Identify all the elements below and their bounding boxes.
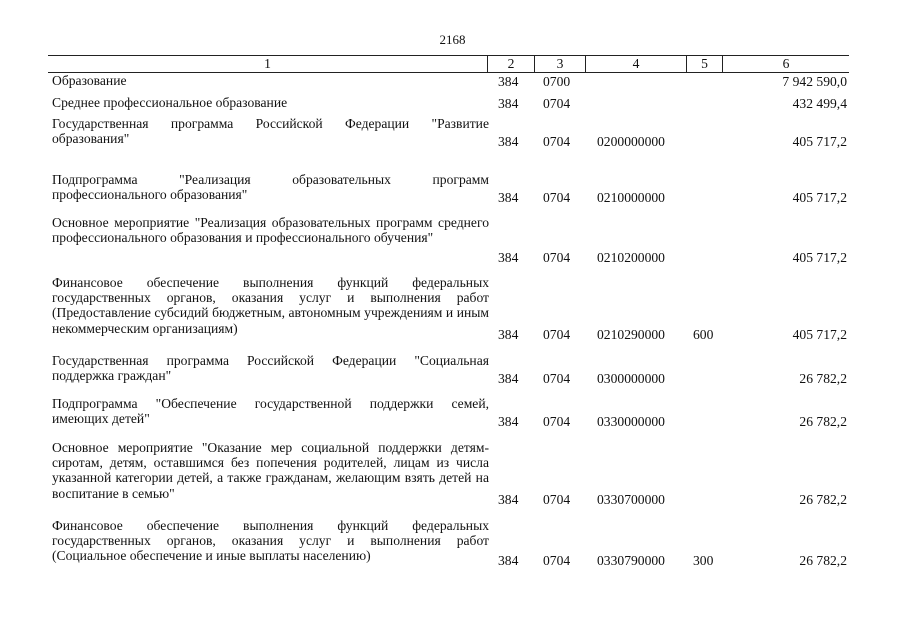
row-name: Государственная программа Российской Федерации "Социальная поддержка граждан" [52,353,489,384]
row-code-2: 384 [498,326,519,342]
row-code-5: 600 [693,326,714,342]
row-name: Финансовое обеспечение выполнения функций федеральных государственных органов, оказания услуг и выполнения работ (Социальное обеспечение и иные выплаты населению) [52,518,489,564]
header-col-3: 3 [556,56,564,71]
header-col-6: 6 [782,56,790,71]
row-amount: 26 782,2 [799,370,847,386]
row-code-3: 0704 [543,413,571,429]
row-code-4: 0330000000 [597,413,665,429]
header-col-2: 2 [507,56,515,71]
row-code-2: 384 [498,73,519,89]
row-code-4: 0210000000 [597,189,665,205]
table-row [0,95,905,111]
row-code-4: 0300000000 [597,370,665,386]
row-code-2: 384 [498,189,519,205]
table-row [0,73,905,89]
row-code-3: 0704 [543,249,571,265]
table-row [0,353,905,386]
row-code-4: 0330700000 [597,491,665,507]
row-code-4: 0200000000 [597,133,665,149]
row-code-4: 0210200000 [597,249,665,265]
page-number: 2168 [439,32,466,47]
row-name: Среднее профессиональное образование [52,95,288,110]
row-name: Государственная программа Российской Федерации "Развитие образования" [52,116,489,147]
row-code-3: 0704 [543,133,571,149]
row-code-3: 0704 [543,326,571,342]
row-code-2: 384 [498,133,519,149]
row-amount: 26 782,2 [799,413,847,429]
row-code-2: 384 [498,370,519,386]
row-code-3: 0704 [543,189,571,205]
table-row [0,116,905,149]
table-row [0,172,905,205]
row-amount: 405 717,2 [792,249,847,265]
row-amount: 26 782,2 [799,552,847,568]
row-name: Образование [52,73,127,88]
header-col-4: 4 [632,56,640,71]
row-code-3: 0704 [543,491,571,507]
row-code-5: 300 [693,552,714,568]
row-amount: 432 499,4 [792,95,847,111]
header-col-1: 1 [264,56,271,71]
row-name: Подпрограмма "Обеспечение государственной поддержки семей, имеющих детей" [52,396,489,427]
row-amount: 405 717,2 [792,326,847,342]
row-name: Финансовое обеспечение выполнения функций федеральных государственных органов, оказания услуг и выполнения работ (Предоставление субсидий бюджетным, автономным учреждениям и иным некоммерческим организациям) [52,275,489,336]
row-amount: 7 942 590,0 [782,73,847,89]
row-code-3: 0704 [543,552,571,568]
table-row [0,440,905,507]
table-row [0,275,905,342]
row-code-3: 0704 [543,95,571,111]
table-row [0,396,905,429]
table-row [0,215,905,265]
row-name: Основное мероприятие "Оказание мер социальной поддержки детям-сиротам, детям, оставшимся без попечения родителей, лицам из числа указанной категории детей, а также гражданам, желающим взять детей на воспитание в семью" [52,440,489,501]
row-code-2: 384 [498,249,519,265]
row-code-4: 0210290000 [597,326,665,342]
table-header [48,55,849,73]
row-code-3: 0704 [543,370,571,386]
row-name: Основное мероприятие "Реализация образовательных программ среднего профессионального образования и профессионального обучения" [52,215,489,246]
row-code-3: 0700 [543,73,571,89]
row-amount: 26 782,2 [799,491,847,507]
row-name: Подпрограмма "Реализация образовательных программ профессионального образования" [52,172,489,203]
row-code-4: 0330790000 [597,552,665,568]
row-amount: 405 717,2 [792,189,847,205]
row-code-2: 384 [498,413,519,429]
row-code-2: 384 [498,552,519,568]
row-code-2: 384 [498,491,519,507]
row-amount: 405 717,2 [792,133,847,149]
header-col-5: 5 [701,56,708,71]
row-code-2: 384 [498,95,519,111]
table-row [0,518,905,568]
